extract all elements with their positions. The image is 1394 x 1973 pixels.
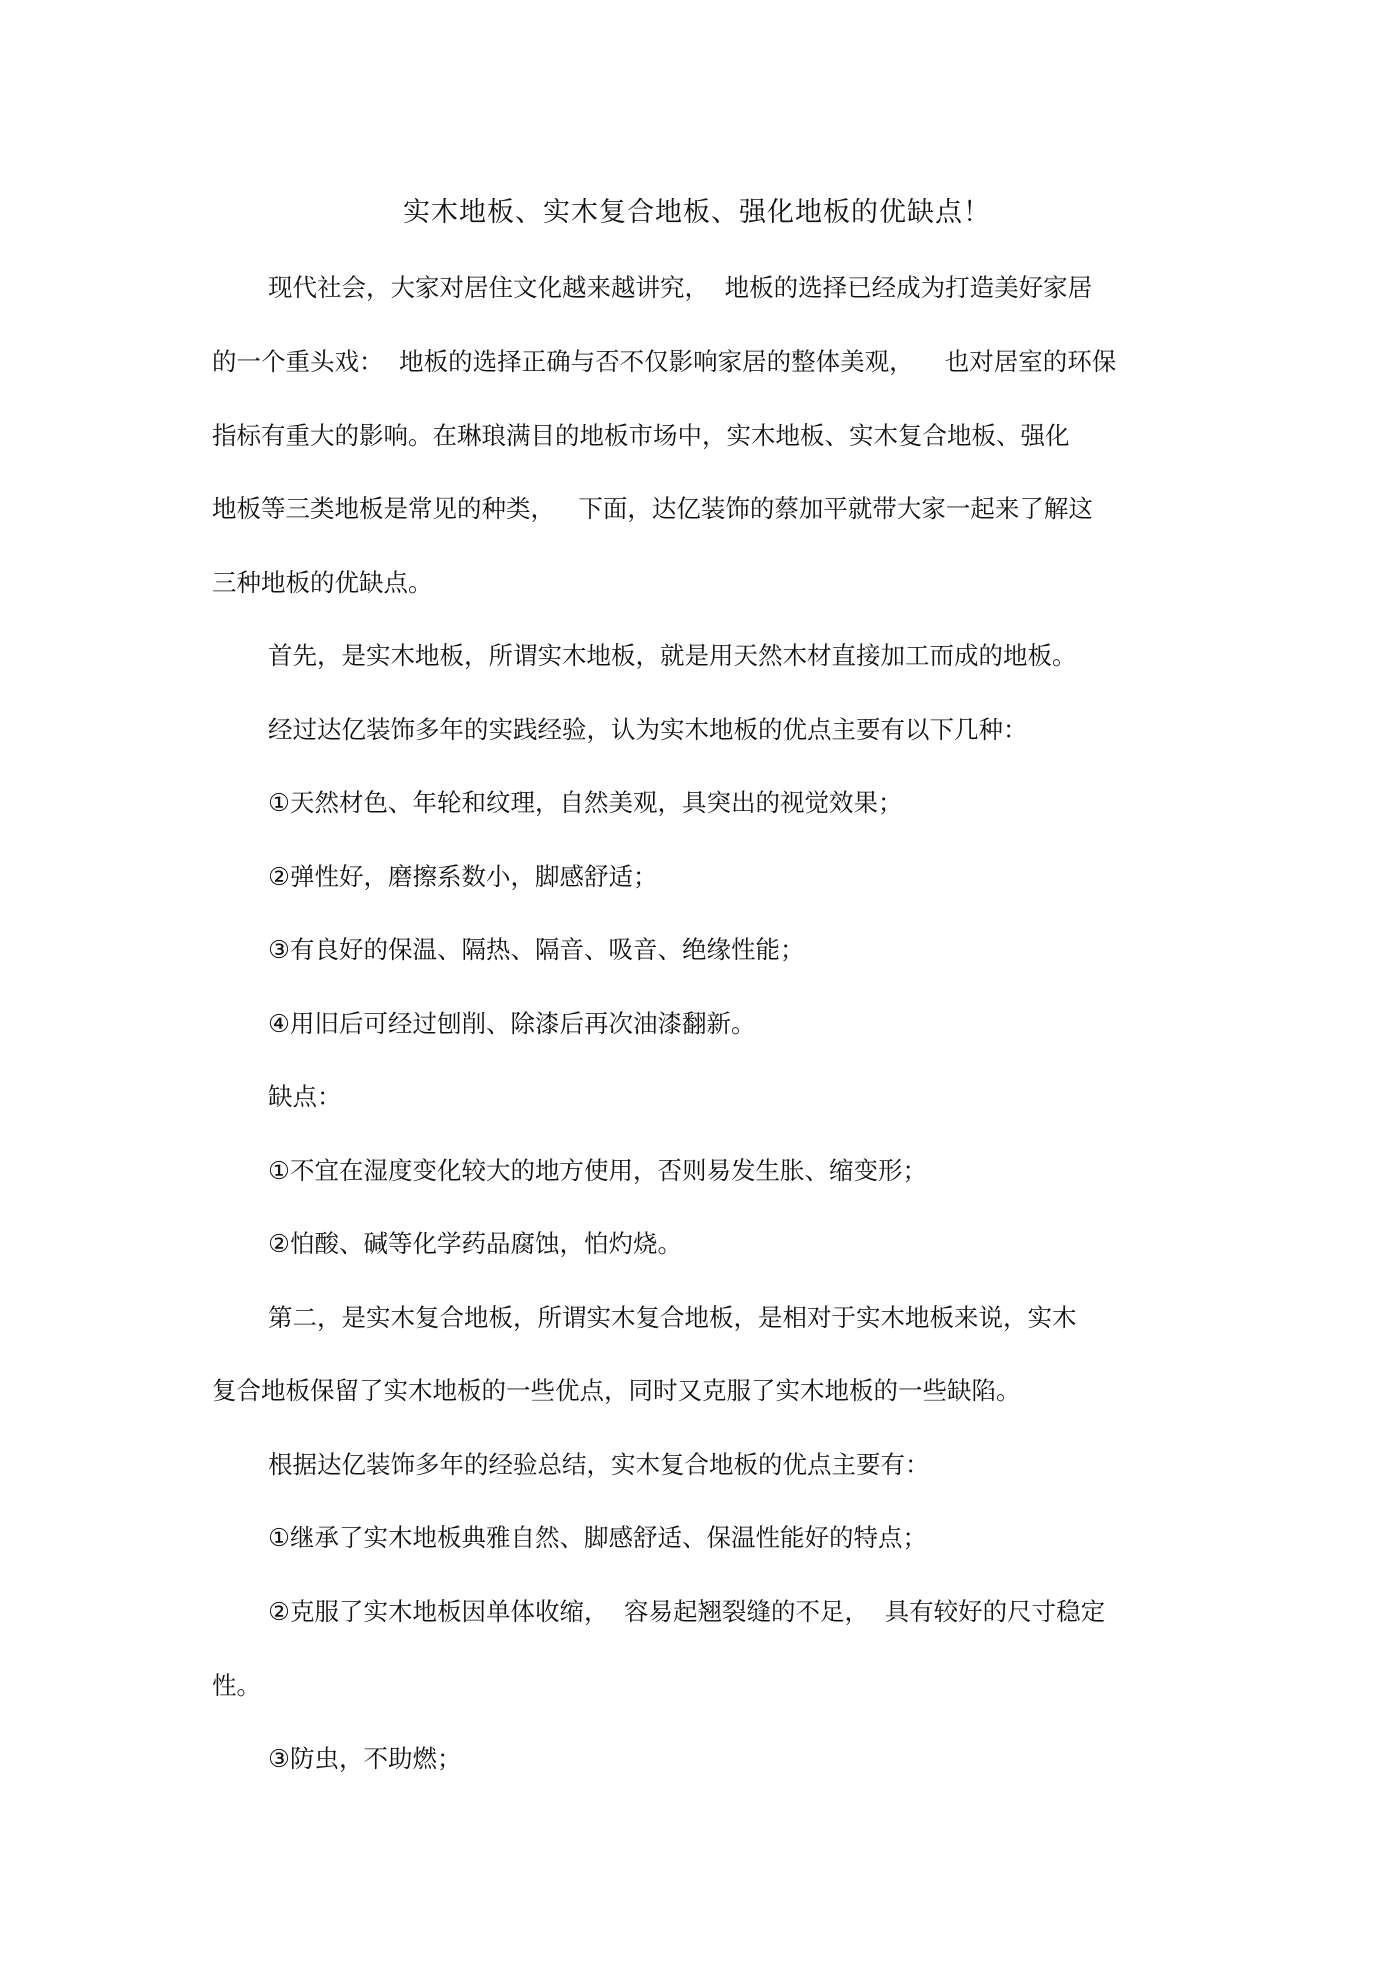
- document-title: 实木地板、实木复合地板、强化地板的优缺点！: [403, 197, 991, 228]
- paragraph-line: 第二，是实木复合地板，所谓实木复合地板，是相对于实木地板来说，实木: [268, 1303, 1077, 1332]
- list-item: ①不宜在湿度变化较大的地方使用，否则易发生胀、缩变形；: [268, 1156, 927, 1185]
- list-item: ②怕酸、碱等化学药品腐蚀，怕灼烧。: [268, 1229, 682, 1258]
- paragraph-line: 现代社会，大家对居住文化越来越讲究， 地板的选择已经成为打造美好家居: [268, 273, 1093, 302]
- list-item: ②弹性好，磨擦系数小，脚感舒适；: [268, 862, 658, 891]
- paragraph-line: 的一个重头戏： 地板的选择正确与否不仅影响家居的整体美观， 也对居室的环保: [212, 347, 1117, 376]
- paragraph-line: 地板等三类地板是常见的种类， 下面，达亿装饰的蔡加平就带大家一起来了解这: [212, 494, 1093, 523]
- paragraph-line: 三种地板的优缺点。: [212, 568, 433, 597]
- paragraph-line: 根据达亿装饰多年的经验总结，实木复合地板的优点主要有：: [268, 1450, 930, 1479]
- paragraph-line: 性。: [212, 1671, 261, 1700]
- list-item: ④用旧后可经过刨削、除漆后再次油漆翻新。: [268, 1009, 756, 1038]
- paragraph-line: 复合地板保留了实木地板的一些优点，同时又克服了实木地板的一些缺陷。: [212, 1376, 1021, 1405]
- paragraph-line: 指标有重大的影响。在琳琅满目的地板市场中，实木地板、实木复合地板、强化: [212, 421, 1070, 450]
- list-item: ③有良好的保温、隔热、隔音、吸音、绝缘性能；: [268, 935, 805, 964]
- list-item: ②克服了实木地板因单体收缩， 容易起翘裂缝的不足， 具有较好的尺寸稳定: [268, 1597, 1106, 1626]
- paragraph-line: 经过达亿装饰多年的实践经验，认为实木地板的优点主要有以下几种：: [268, 715, 1028, 744]
- paragraph-line: 首先，是实木地板，所谓实木地板，就是用天然木材直接加工而成的地板。: [268, 641, 1077, 670]
- list-item: ①继承了实木地板典雅自然、脚感舒适、保温性能好的特点；: [268, 1523, 927, 1552]
- list-item: ①天然材色、年轮和纹理，自然美观，具突出的视觉效果；: [268, 788, 903, 817]
- section-label: 缺点：: [268, 1082, 342, 1111]
- list-item: ③防虫，不助燃；: [268, 1744, 462, 1773]
